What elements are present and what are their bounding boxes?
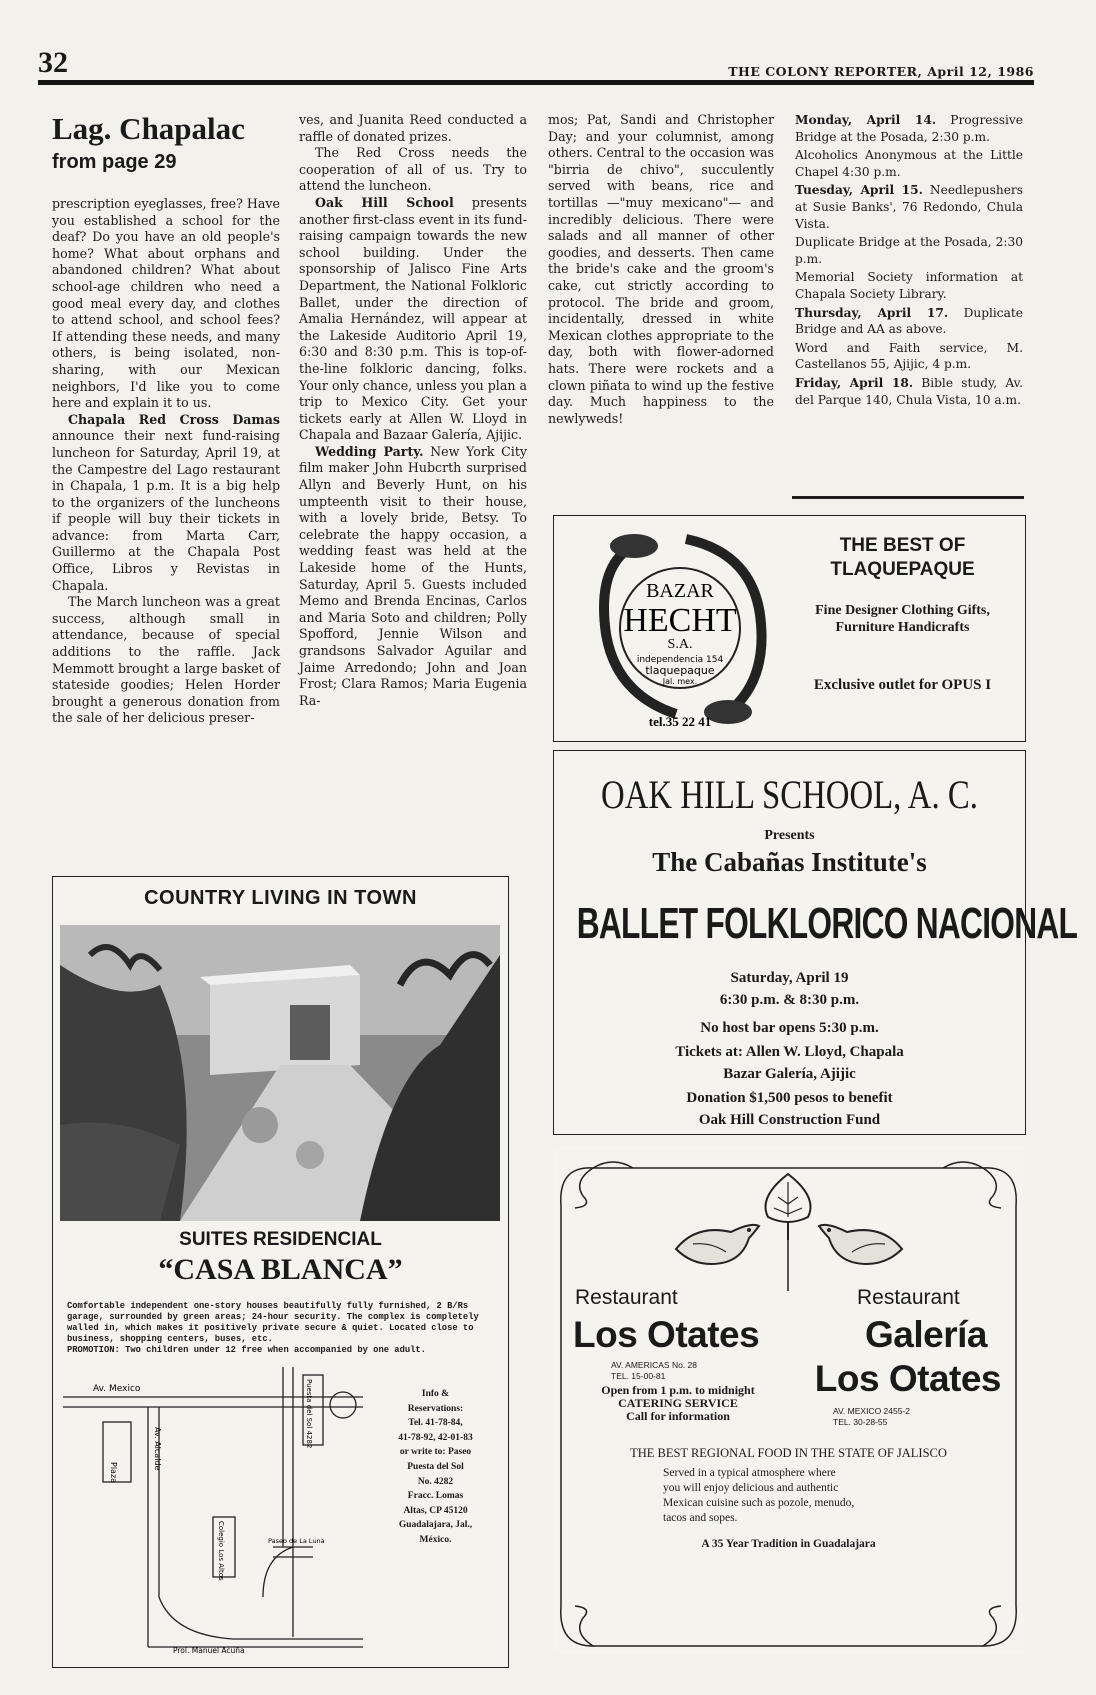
right-restaurant-label: Restaurant <box>857 1286 960 1309</box>
bird-left-icon <box>671 1214 763 1274</box>
bazar-outlet: Exclusive outlet for OPUS I <box>813 677 992 693</box>
paragraph-lead-in: Monday, April 14. <box>795 113 937 127</box>
info-line: Tel. 41-78-84, <box>408 1418 463 1429</box>
ad-country-promotion: PROMOTION: Two children under 12 free when accompanied by one adult. <box>67 1345 426 1355</box>
calendar-column <box>795 112 1023 410</box>
paragraph-text: mos; Pat, Sandi and Christopher Day; and your columnist, among others. Central to the occasion was "birria de chivo", succulently served with beans, rice and tortillas —"muy mexicano"— and incredibly delicious. There were salads and all manner of other goodies, and desserts. Then came the bride's cake and the groom's cake, cut strictly according to protocol. The bride and groom, incidentally, dressed in white Mexican clothes appropriate to the day, both with flower-adorned hats. There were rockets and a clown piñata to wind up the festive day. Much happiness to the newlyweds! <box>548 112 774 426</box>
logo-phone: tel.35 22 41 <box>648 714 712 729</box>
oak-title: OAK HILL SCHOOL, A. C. <box>601 772 978 817</box>
article-headline <box>52 112 282 178</box>
ad-oak-hill <box>553 750 1078 1135</box>
map-label-paseo-luna: Paseo de La Luna <box>268 1537 325 1545</box>
oak-donation1: Donation $1,500 pesos to benefit <box>686 1090 893 1106</box>
article-column-1 <box>52 196 280 727</box>
info-line: México. <box>419 1534 452 1545</box>
description-line: you will enjoy delicious and authentic <box>663 1482 839 1494</box>
ad-country-info <box>373 1387 498 1548</box>
bazar-items: Fine Designer Clothing Gifts, Furniture Handicrafts <box>815 603 990 635</box>
page-number: 32 <box>38 46 68 79</box>
description-line: Mexican cuisine such as pozole, menudo, <box>663 1497 855 1509</box>
ad-country-name2: “CASA BLANCA” <box>158 1253 403 1286</box>
left-restaurant-name: Los Otates <box>573 1314 760 1355</box>
article-title: Lag. Chapalac <box>52 111 245 146</box>
column-rule <box>792 496 1024 499</box>
paragraph-text: Word and Faith service, M. Castellanos 55, Ajijic, 4 p.m. <box>795 340 1023 372</box>
logo-bazar: BAZAR <box>646 580 714 602</box>
paragraph-lead-in: Tuesday, April 15. <box>795 183 923 198</box>
oak-times: 6:30 p.m. & 8:30 p.m. <box>719 992 860 1008</box>
left-tel: TEL. 15-00-81 <box>611 1371 666 1381</box>
article-paragraph <box>299 444 527 710</box>
article-paragraph <box>52 412 280 595</box>
left-restaurant-label: Restaurant <box>575 1286 678 1309</box>
oak-institute: The Cabañas Institute's <box>652 847 927 877</box>
ad-country-living <box>52 876 509 1668</box>
article-column-3 <box>548 112 774 427</box>
article-paragraph <box>299 112 527 145</box>
logo-city: tlaquepaque <box>645 664 715 677</box>
info-line: Puesta del Sol <box>407 1461 464 1472</box>
article-column-2 <box>299 112 527 709</box>
article-paragraph <box>548 112 774 427</box>
oak-date: Saturday, April 19 <box>730 970 849 986</box>
right-restaurant-name1: Galería <box>865 1314 987 1355</box>
article-paragraph <box>795 112 1023 145</box>
info-line: Info & <box>421 1389 450 1399</box>
article-subtitle: from page 29 <box>52 151 177 173</box>
article-paragraph <box>795 269 1023 302</box>
header-rule <box>38 80 1034 85</box>
ad-bazar-hecht <box>553 515 1026 742</box>
paragraph-text: Bible study, Av. del Parque 140, Chula Vista, 10 a.m. <box>795 375 1023 407</box>
logo-address: independencia 154 <box>636 655 724 665</box>
description-line: tacos and sopes. <box>663 1512 738 1524</box>
ad-country-desc-text: Comfortable independent one-story houses beautifully fully furnished, 2 B/Rs garage, surrounded by green areas; 24-hour security. The complex is completely walled in, which makes it positively private secure & quiet. Located close to business, shopping centers, buses, etc. <box>67 1301 479 1344</box>
paragraph-lead-in: Thursday, April 17. <box>795 305 949 320</box>
paragraph-text: Duplicate Bridge and AA as above. <box>795 305 1024 337</box>
ad-country-title: COUNTRY LIVING IN TOWN <box>144 887 417 909</box>
article-paragraph <box>795 147 1023 180</box>
info-line: Reservations: <box>407 1403 464 1414</box>
oak-presents: Presents <box>764 828 815 843</box>
oak-tickets2: Bazar Galería, Ajijic <box>723 1066 856 1082</box>
map-label-puesta-sol: Puesta del Sol 4282 <box>305 1379 313 1449</box>
article-paragraph <box>299 145 527 195</box>
oak-donation2: Oak Hill Construction Fund <box>698 1112 881 1128</box>
oak-bar: No host bar opens 5:30 p.m. <box>700 1020 879 1036</box>
info-line: No. 4282 <box>417 1476 454 1487</box>
restaurant-description <box>663 1466 963 1526</box>
oak-ballet: BALLET FOLKLORICO NACIONAL <box>576 899 1078 948</box>
logo-sa: S.A. <box>667 637 693 652</box>
left-address: AV. AMERICAS No. 28 <box>611 1360 697 1370</box>
restaurant-service <box>588 1384 768 1423</box>
paragraph-text: Alcoholics Anonymous at the Little Chapel 4:30 p.m. <box>795 148 1023 179</box>
ad-country-name1: SUITES RESIDENCIAL <box>179 1229 382 1250</box>
right-restaurant-name2: Los Otates <box>814 1358 1001 1399</box>
description-line: Served in a typical atmosphere where <box>663 1467 836 1479</box>
info-line: 41-78-92, 42-01-83 <box>398 1432 473 1443</box>
article-paragraph <box>52 196 280 412</box>
paragraph-text: The Red Cross needs the cooperation of all of us. Try to attend the luncheon. <box>299 145 527 194</box>
tradition: A 35 Year Tradition in Guadalajara <box>701 1538 876 1550</box>
bazar-headline: THE BEST OF TLAQUEPAQUE <box>830 535 975 580</box>
right-tel: TEL. 30-28-55 <box>833 1417 888 1427</box>
paragraph-text: Progressive Bridge at the Posada, 2:30 p.m. <box>795 113 1023 144</box>
article-paragraph <box>795 182 1023 232</box>
paragraph-text: Duplicate Bridge at the Posada, 2:30 p.m. <box>795 235 1023 266</box>
right-address: AV. MEXICO 2455-2 <box>833 1406 911 1416</box>
info-line: or write to: Paseo <box>399 1447 472 1458</box>
catering: CATERING SERVICE <box>618 1396 738 1410</box>
paragraph-text: presents another first-class event in its fund-raising campaign towards the new school building. Under the sponsorship of Jalisco Fine Arts Department, the National Folkloric Ballet, under the direction of Amalia Hernández, will appear at the Lakeside Auditorio April 19, 6:30 and 8:30 p.m. This is top-of-the-line folkloric dancing, folks. Your only chance, unless you plan a trip to Mexico City. Get your tickets early at Allen W. Lloyd in Chapala and Bazaar Galería, Ajijic. <box>299 194 527 443</box>
paragraph-lead-in: Wedding Party. <box>315 443 424 459</box>
article-paragraph <box>795 375 1023 408</box>
ad-restaurant <box>553 1146 1024 1654</box>
paragraph-lead-in: Friday, April 18. <box>795 375 914 390</box>
running-head: THE COLONY REPORTER, April 12, 1986 <box>728 64 1034 79</box>
paragraph-text: The March luncheon was a great success, although small in attendance, because of special additions to the raffle. Jack Memmott brought a large basket of stateside goodies; Helen Horder brought a generous donation from the sale of her delicious preser- <box>52 594 280 726</box>
bazar-hecht-logo <box>576 524 784 734</box>
article-paragraph <box>795 305 1023 338</box>
article-paragraph <box>52 594 280 727</box>
logo-hecht: HECHT <box>623 602 737 639</box>
article-paragraph <box>795 340 1023 373</box>
paragraph-lead-in: Chapala Red Cross Damas <box>68 411 280 427</box>
call-info: Call for information <box>626 1409 730 1423</box>
article-paragraph <box>299 195 527 444</box>
house-photo <box>60 925 500 1221</box>
map-label-av-mexico: Av. Mexico <box>93 1384 141 1394</box>
map-label-av-alcalde: Av. Alcalde <box>153 1427 162 1471</box>
bird-right-icon <box>815 1214 907 1274</box>
info-line: Altas, CP 45120 <box>403 1505 468 1516</box>
info-line: Fracc. Lomas <box>407 1491 464 1502</box>
paragraph-lead-in: Oak Hill School <box>315 194 454 210</box>
map-label-colegio: Colegio Los Altos <box>217 1521 225 1581</box>
hours: Open from 1 p.m. to midnight <box>601 1383 755 1397</box>
paragraph-text: prescription eyeglasses, free? Have you established a school for the deaf? Do you have an old people's home? What about orphans and abandoned children? What about school-age children who need a good meal every day, and clothes to attend school, and school fees? If attending these needs, and many others, is being isolated, non-sharing, with our Mexican neighbors, I'd like you to come here and explain it to us. <box>52 196 280 411</box>
tagline: THE BEST REGIONAL FOOD IN THE STATE OF JALISCO <box>630 1446 947 1460</box>
map-label-plaza: Plaza <box>109 1462 118 1484</box>
paragraph-text: announce their next fund-raising luncheon for Saturday, April 19, at the Campestre del Lago restaurant in Chapala, 1 p.m. It is a big help to the organizers of the luncheons if people will buy their tickets in advance: from Marta Carr, Guillermo at the Chapala Post Office, Libros y Revistas in Chapala. <box>52 428 280 593</box>
map-label-prol: Prol. Manuel Acuña <box>173 1646 245 1655</box>
oak-tickets1: Tickets at: Allen W. Lloyd, Chapala <box>675 1044 904 1060</box>
article-paragraph <box>795 234 1023 267</box>
paragraph-text: New York City film maker John Hubcrth surprised Allyn and Beverly Hunt, on his umpteenth visit to their house, with a lovely bride, Betsy. To celebrate the happy occasion, a wedding feast was held at the Lakeside home of the Hunts, Saturday, April 5. Guests included Memo and Brenda Encinas, Carlos and Maria Soto and children; Polly Spofford, Jennie Wilson and grandsons Salvador Aguilar and Jaime Arredondo; John and Joan Frost; Clara Ramos; Maria Eugenia Ra- <box>299 443 527 708</box>
ad-country-description <box>67 1301 495 1356</box>
location-map <box>63 1367 363 1657</box>
paragraph-text: ves, and Juanita Reed conducted a raffle of donated prizes. <box>299 112 527 144</box>
paragraph-text: Memorial Society information at Chapala Society Library. <box>795 270 1023 301</box>
info-line: Guadalajara, Jal., <box>398 1520 473 1531</box>
logo-state: Jal. mex. <box>662 677 698 686</box>
paragraph-text: Needlepushers at Susie Banks', 76 Redondo, Chula Vista. <box>795 183 1023 231</box>
